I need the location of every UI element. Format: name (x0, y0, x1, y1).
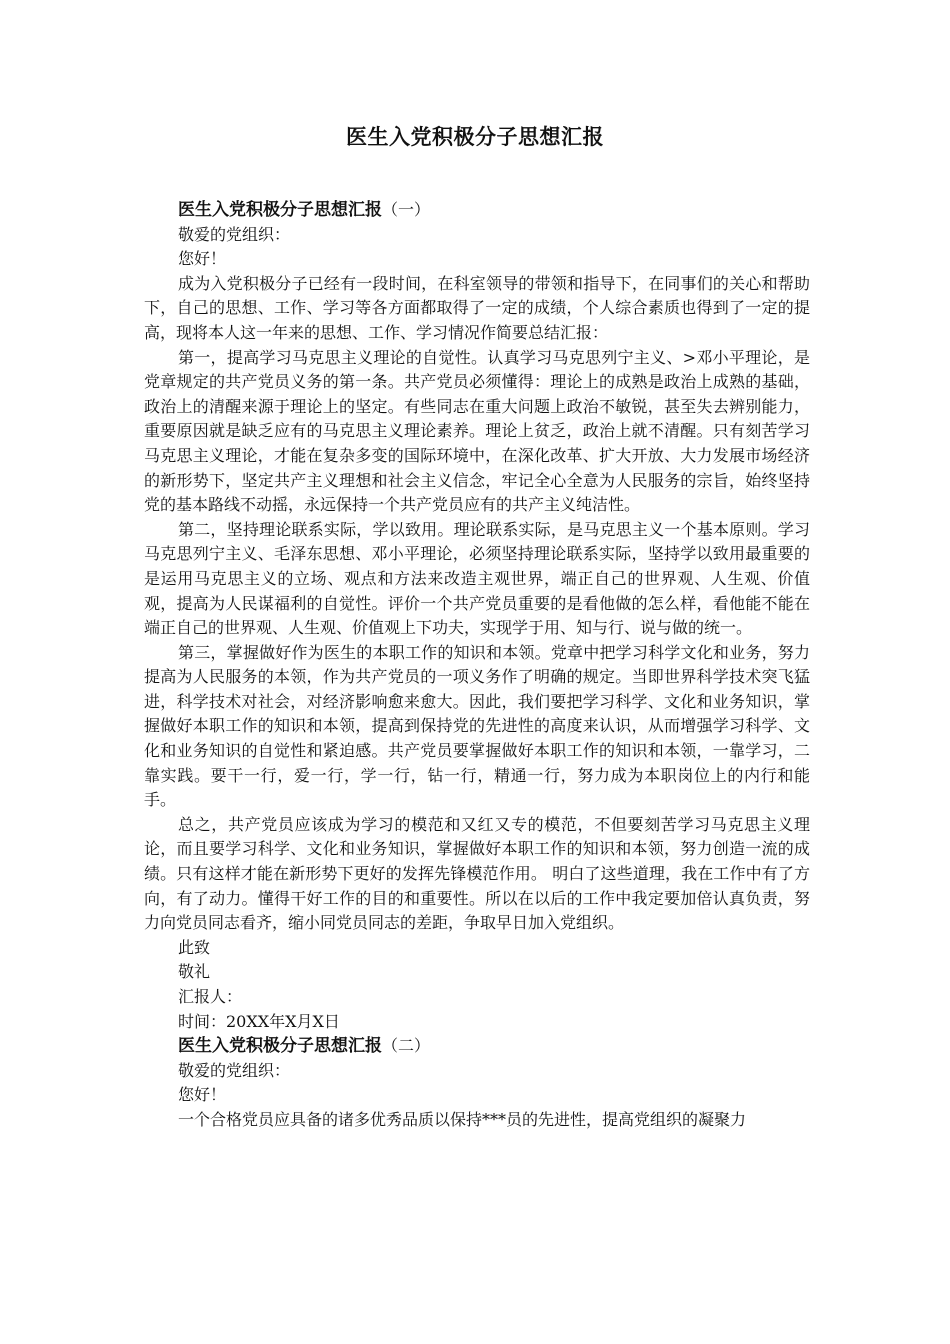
report-1-paragraph-first-point: 第一，提高学习马克思主义理论的自觉性。认真学习马克思列宁主义、>邓小平理论，是党章规定的共产党员义务的第一条。共产党员必须懂得：理论上的成熟是政治上成熟的基础，政治上的清醒来源于理论上的坚定。有些同志在重大问题上政治不敏锐，甚至失去辨别能力，重要原因就是缺乏应有的马克思主义理论素养。理论上贫乏，政治上就不清醒。只有刻苦学习马克思主义理论，才能在复杂多变的国际环境中，在深化改革、扩大开放、大力发展市场经济的新形势下，坚定共产主义理想和社会主义信念，牢记全心全意为人民服务的宗旨，始终坚持党的基本路线不动摇，永远保持一个共产党员应有的共产主义纯洁性。 (144, 347, 810, 515)
report-1-heading-number: （一） (382, 200, 431, 219)
report-2-heading-text: 医生入党积极分子思想汇报 (178, 1036, 382, 1057)
report-1-heading (144, 198, 810, 223)
report-1-paragraph-second-point: 第二，坚持理论联系实际，学以致用。理论联系实际，是马克思主义一个基本原则。学习马克思列宁主义、毛泽东思想、邓小平理论，必须坚持理论联系实际，坚持学以致用最重要的是运用马克思主义的立场、观点和方法来改造主观世界，端正自己的世界观、人生观、价值观，提高为人民谋福利的自觉性。评价一个共产党员重要的是看他做的怎么样，看他能不能在端正自己的世界观、人生观、价值观上下功夫，实现学于用、知与行、说与做的统一。 (144, 519, 810, 638)
report-1-date: 时间：20XX年X月X日 (178, 1011, 340, 1031)
report-1-greeting: 您好！ (178, 249, 227, 269)
report-2-paragraph-intro: 一个合格党员应具备的诸多优秀品质以保持***员的先进性，提高党组织的凝聚力 (178, 1109, 747, 1129)
document-body (144, 198, 810, 1133)
report-1-reporter: 汇报人： (178, 987, 243, 1006)
report-1-paragraph-third-point: 第三，掌握做好作为医生的本职工作的知识和本领。党章中把学习科学文化和业务，努力提高为人民服务的本领，作为共产党员的一项义务作了明确的规定。当即世界科学技术突飞猛进，科学技术对社会，对经济影响愈来愈大。因此，我们要把学习科学、文化和业务知识，掌握做好本职工作的知识和本领，提高到保持党的先进性的高度来认识，从而增强学习科学、文化和业务知识的自觉性和紧迫感。共产党员要掌握做好本职工作的知识和本领，一靠学习，二靠实践。要干一行，爱一行，学一行，钻一行，精通一行，努力成为本职岗位上的内行和能手。 (144, 642, 810, 810)
report-2-heading (144, 1034, 810, 1059)
document-title: 医生入党积极分子思想汇报 (346, 124, 604, 149)
report-1-closing-jingli: 敬礼 (178, 962, 211, 982)
report-1-paragraph-intro: 成为入党积极分子已经有一段时间，在科室领导的带领和指导下，在同事们的关心和帮助下，自己的思想、工作、学习等各方面都取得了一定的成绩，个人综合素质也得到了一定的提高，现将本人这一年来的思想、工作、学习情况作简要总结汇报： (144, 273, 810, 342)
report-2-greeting: 您好！ (178, 1085, 227, 1105)
report-1-closing-cizhi: 此致 (178, 937, 211, 957)
report-2-heading-number: （二） (382, 1036, 431, 1056)
report-1-salutation: 敬爱的党组织： (178, 224, 291, 244)
report-2-salutation: 敬爱的党组织： (178, 1060, 291, 1080)
report-1-heading-text: 医生入党积极分子思想汇报 (178, 200, 382, 220)
report-1-paragraph-conclusion: 总之，共产党员应该成为学习的模范和又红又专的模范，不但要刻苦学习马克思主义理论，而且要学习科学、文化和业务知识，掌握做好本职工作的知识和本领，努力创造一流的成绩。只有这样才能在新形势下更好的发挥先锋模范作用。 明白了这些道理，我在工作中有了方向，有了动力。懂得干好工作的目的和重要性。所以在以后的工作中我定要加倍认真负责，努力向党员同志看齐，缩小同党员同志的差距，争取早日加入党组织。 (144, 814, 810, 933)
